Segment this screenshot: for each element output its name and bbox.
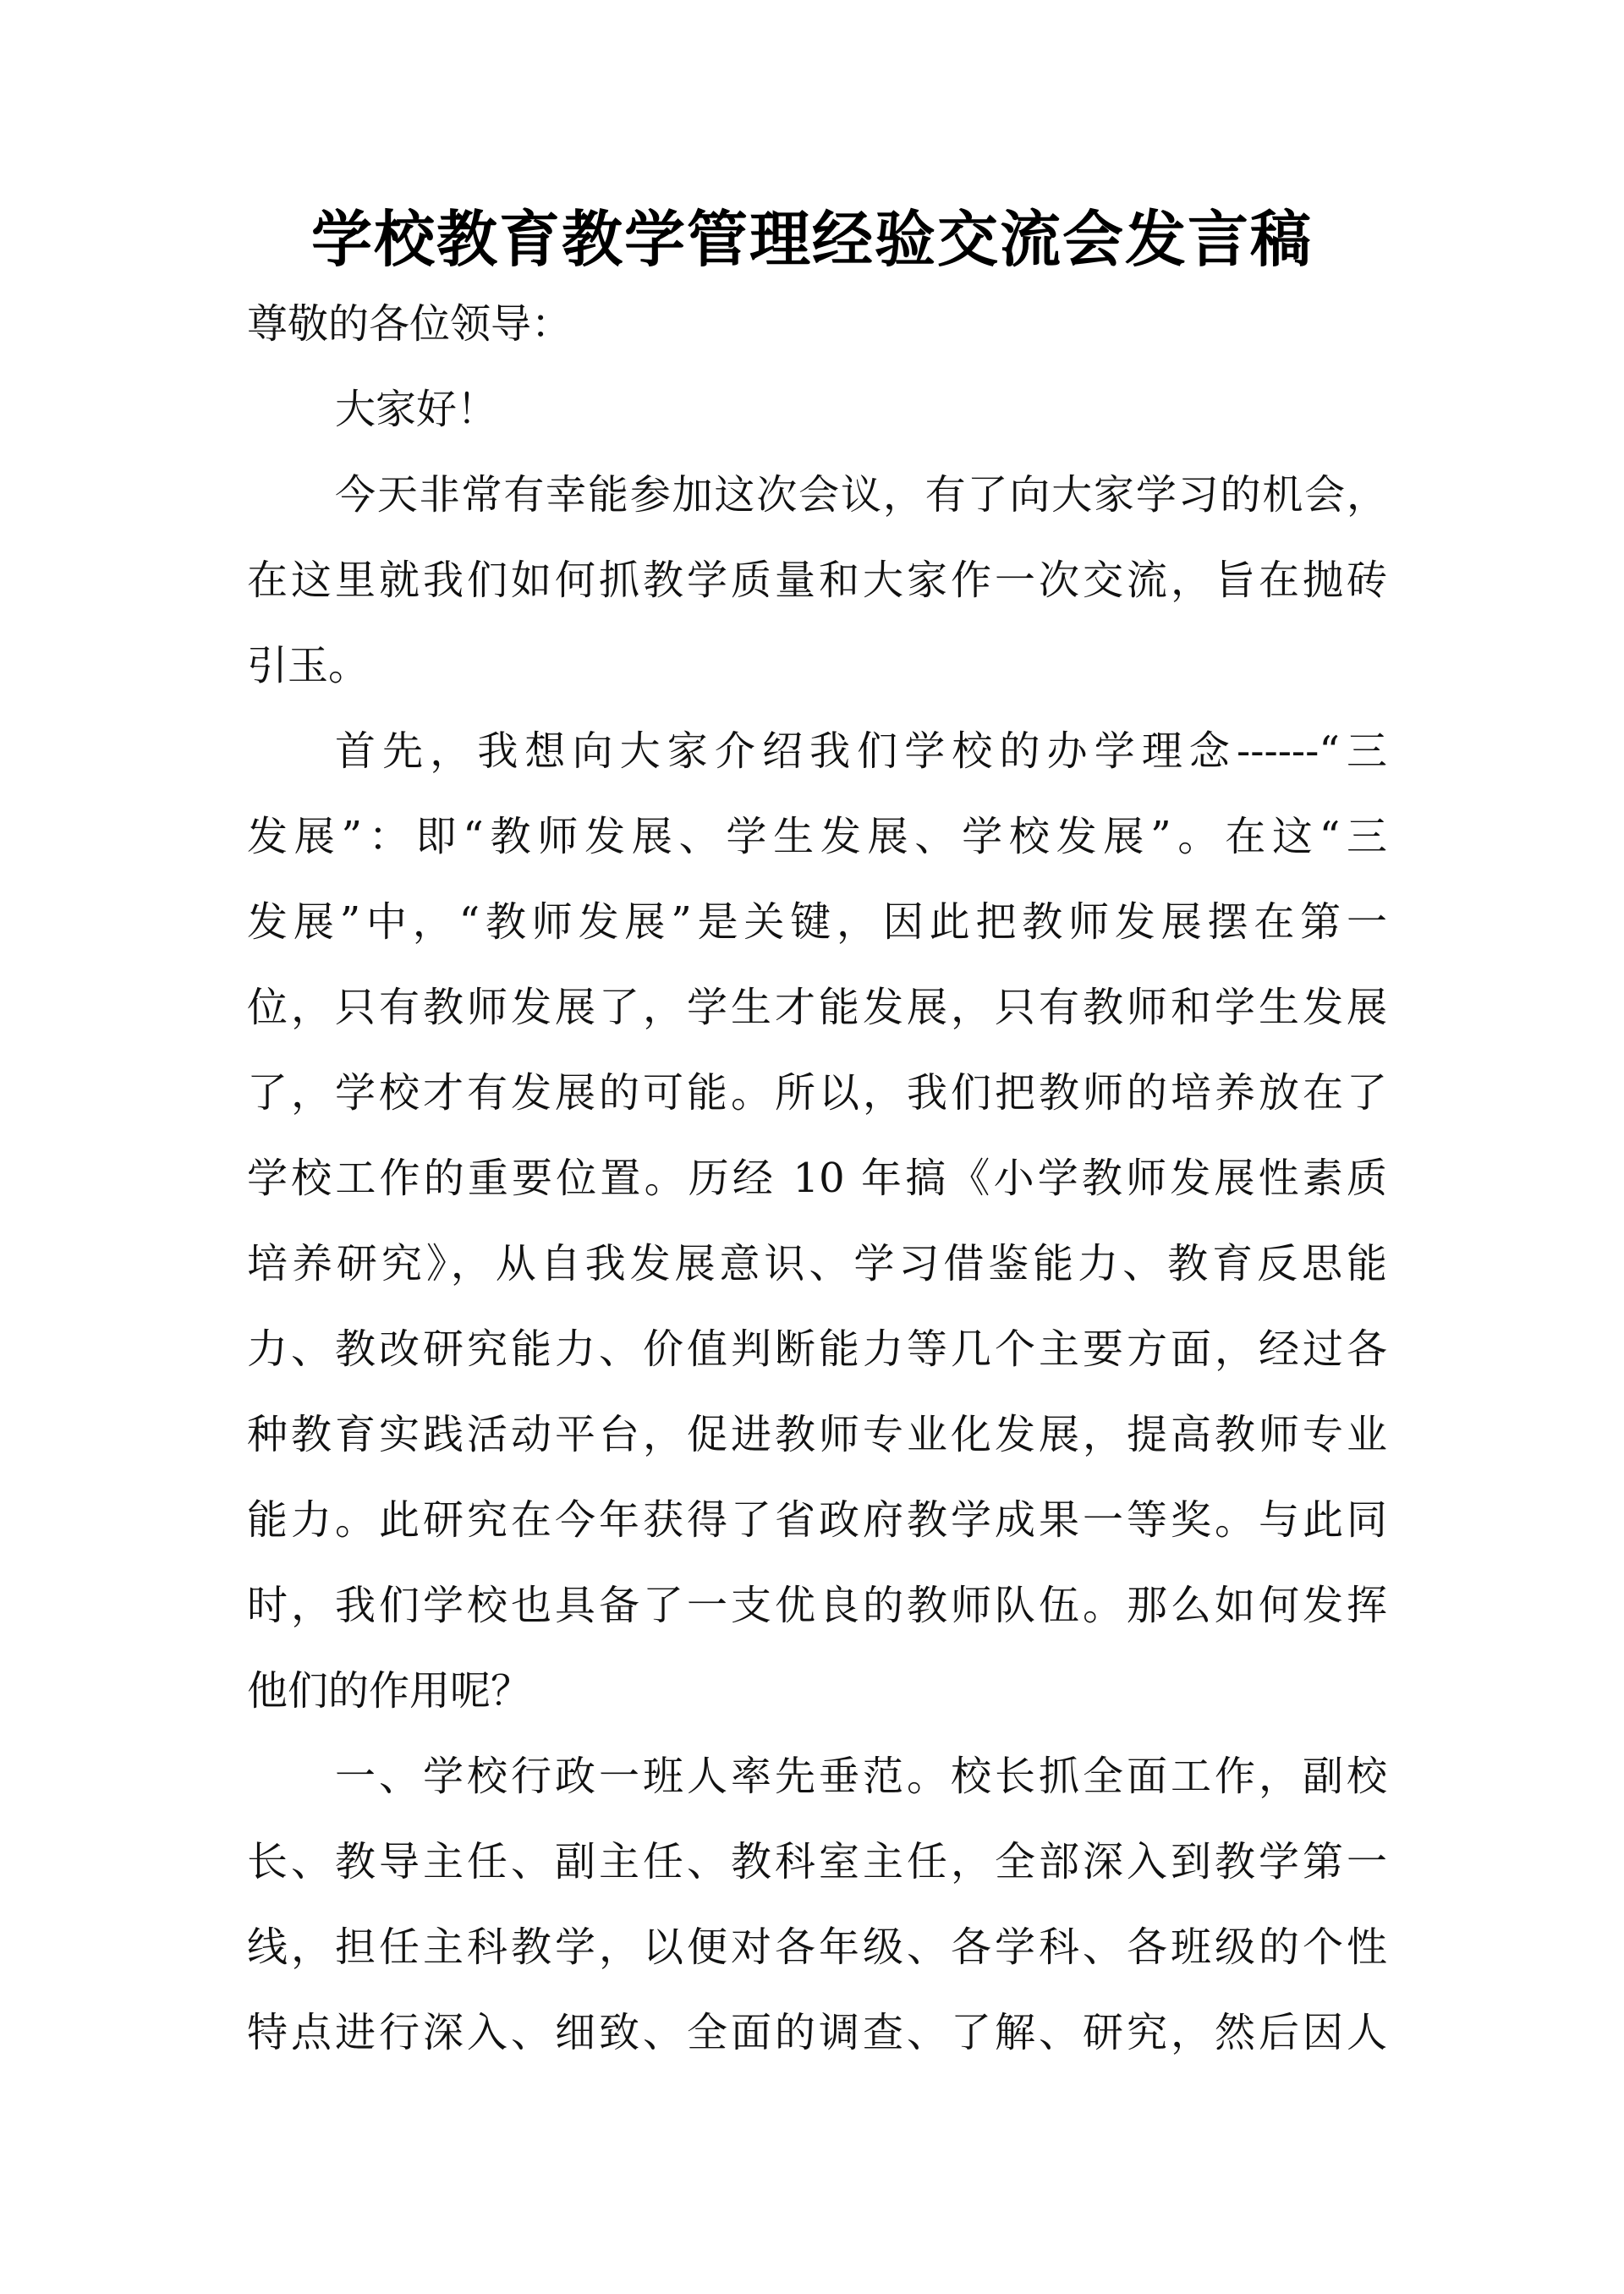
body-line: 力、教改研究能力、价值判断能力等几个主要方面，经过各 xyxy=(247,1325,1387,1373)
body-line: 长、教导主任、副主任、教科室主任，全部深入到教学第一 xyxy=(247,1838,1387,1885)
body-line: 他们的作用呢？ xyxy=(247,1667,532,1715)
document-title: 学校教育教学管理经验交流会发言稿 xyxy=(310,203,1313,275)
body-line: 线，担任主科教学，以便对各年级、各学科、各班级的个性 xyxy=(247,1924,1387,1971)
body-line: 今天非常有幸能参加这次会议，有了向大家学习的机会， xyxy=(335,471,1387,519)
body-line: 尊敬的各位领导： xyxy=(247,300,573,348)
body-line: 培养研究》，从自我发展意识、学习借鉴能力、教育反思能 xyxy=(247,1240,1387,1287)
body-line: 能力。此研究在今年获得了省政府教学成果一等奖。与此同 xyxy=(247,1496,1387,1544)
body-line: 大家好！ xyxy=(335,386,498,433)
body-line: 时，我们学校也具备了一支优良的教师队伍。那么如何发挥 xyxy=(247,1582,1387,1629)
body-line: 学校工作的重要位置。历经 10 年搞《小学教师发展性素质 xyxy=(247,1155,1387,1202)
body-line: 种教育实践活动平台，促进教师专业化发展，提高教师专业 xyxy=(247,1411,1387,1458)
body-line: 发展”中，“教师发展”是关键，因此把教师发展摆在第一 xyxy=(247,898,1387,946)
body-line: 首先，我想向大家介绍我们学校的办学理念------“三 xyxy=(335,727,1387,775)
body-line: 发展”：即“教师发展、学生发展、学校发展”。在这“三 xyxy=(247,813,1387,860)
document-body xyxy=(247,282,1387,2076)
body-line: 位，只有教师发展了，学生才能发展，只有教师和学生发展 xyxy=(247,984,1387,1031)
body-line: 特点进行深入、细致、全面的调查、了解、研究，然后因人 xyxy=(247,2009,1387,2056)
body-line: 了，学校才有发展的可能。所以，我们把教师的培养放在了 xyxy=(247,1069,1387,1117)
body-line: 在这里就我们如何抓教学质量和大家作一次交流，旨在抛砖 xyxy=(247,557,1387,604)
body-line: 一、学校行政一班人率先垂范。校长抓全面工作，副校 xyxy=(335,1753,1387,1800)
body-line: 引玉。 xyxy=(247,642,370,689)
